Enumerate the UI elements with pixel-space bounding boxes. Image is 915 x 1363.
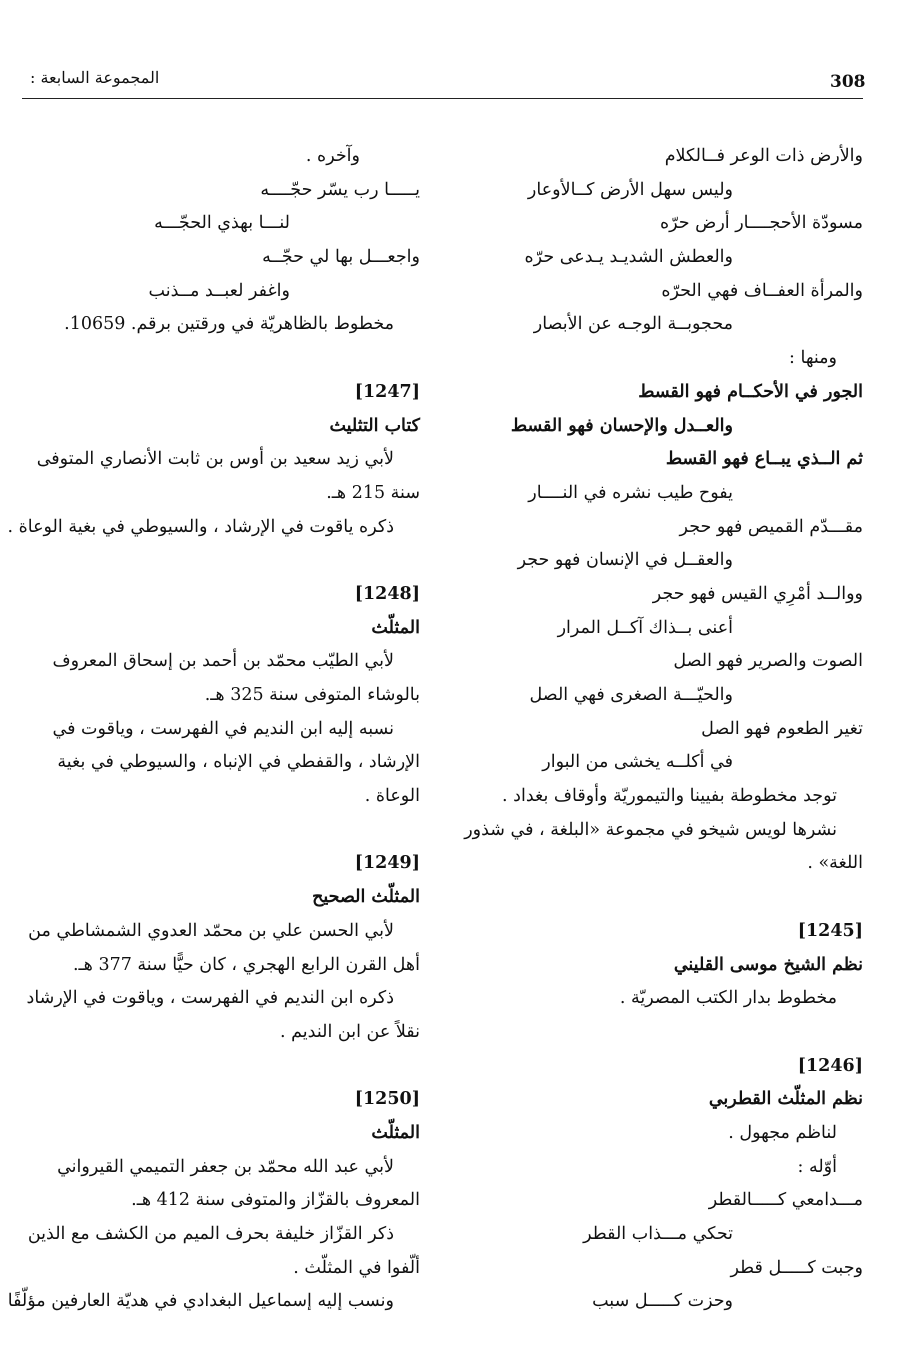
verse-line: يفوح طيب نشره في النــــار xyxy=(528,482,733,503)
entry-title: نظم الشيخ موسى القليني xyxy=(673,954,863,975)
running-title: المجموعة السابعة : xyxy=(30,68,160,87)
text-line: لأبي الطيّب محمّد بن أحمد بن إسحاق المعروف xyxy=(52,651,394,672)
text-line: أوّله : xyxy=(797,1156,837,1177)
verse-line: ووالــد أمْرِي القيس فهو حجر xyxy=(652,583,863,604)
entry-title: المثلّث الصحيح xyxy=(312,887,420,908)
text-line: توجد مخطوطة بفيينا والتيموريّة وأوقاف بغداد . xyxy=(502,786,837,807)
entry-title: المثلّث xyxy=(371,617,420,638)
entry-number: [1246] xyxy=(797,1055,863,1076)
entry-number: [1248] xyxy=(354,583,420,604)
verse-line: والعقــل في الإنسان فهو حجر xyxy=(517,550,733,571)
verse-line: لنـــا بهذي الحجّـــه xyxy=(154,213,290,234)
text-line: ذكر القزّاز خليفة بحرف الميم من الكشف مع الذين xyxy=(27,1224,394,1244)
verse-line: محجوبــة الوجـه عن الأبصار xyxy=(533,314,733,335)
verse-line: والأرض ذات الوعر فــالكلام xyxy=(664,146,863,166)
verse-line: تغير الطعوم فهو الصل xyxy=(701,718,863,739)
verse-line: وحزت كـــــل سبب xyxy=(592,1291,733,1312)
verse-line: الجور في الأحكــام فهو القسط xyxy=(638,381,863,402)
verse-line: أعنى بــذاك آكــل المرار xyxy=(557,617,733,638)
verse-line: تحكي مـــذاب القطر xyxy=(583,1224,733,1244)
text-line: لأبي زيد سعيد بن أوس بن ثابت الأنصاري المتوفى xyxy=(36,449,394,470)
verse-line: وليس سهل الأرض كــالأوعار xyxy=(527,179,733,200)
verse-line: مقـــدّم القميص فهو حجر xyxy=(679,516,863,537)
running-header xyxy=(22,64,866,99)
entry-title: نظم المثلّث القطربي xyxy=(708,1089,863,1110)
verse-line: مـــدامعي كـــــالقطر xyxy=(708,1190,863,1211)
verse-line: واغفر لعبــد مــذنب xyxy=(148,280,290,301)
text-line: المعروف بالقزّاز والمتوفى سنة 412 هـ. xyxy=(131,1190,420,1211)
verse-line: والحيّـــة الصغرى فهي الصل xyxy=(529,685,733,705)
text-line: نسبه إليه ابن النديم في الفهرست ، وياقوت في xyxy=(52,718,394,739)
text-line: لأبي الحسن علي بن محمّد العدوي الشمشاطي من xyxy=(28,920,394,941)
entry-number: [1250] xyxy=(354,1089,420,1110)
text-line: لناظم مجهول . xyxy=(728,1122,837,1143)
verse-line: يـــــا رب يسّر حجّــــه xyxy=(260,179,420,200)
text-line: الإرشاد ، والقفطي في الإنباه ، والسيوطي في بغية xyxy=(57,752,420,773)
left-column xyxy=(7,140,420,1319)
verse-line: وجبت كـــــل قطر xyxy=(730,1257,863,1278)
verse-line: والعــدل والإحسان فهو القسط xyxy=(510,415,733,436)
verse-line: مسودّة الأحجــــار أرض حرّه xyxy=(659,213,863,234)
text-line: مخطوط بدار الكتب المصريّة . xyxy=(619,988,837,1009)
text-line: الوعاة . xyxy=(364,786,420,807)
verse-line: والمرأة العفــاف فهي الحرّه xyxy=(661,280,863,301)
verse-line: في أكلــه يخشى من البوار xyxy=(542,752,733,773)
text-line: ألّفوا في المثلّث . xyxy=(293,1257,420,1278)
text-line: ذكره ياقوت في الإرشاد ، والسيوطي في بغية الوعاة . xyxy=(7,516,394,537)
entry-title: كتاب التثليث xyxy=(329,415,420,436)
verse-line: الصوت والصرير فهو الصل xyxy=(673,651,863,672)
entry-number: [1249] xyxy=(354,853,420,874)
right-column xyxy=(443,140,863,1319)
page-number: 308 xyxy=(830,72,866,92)
text-line: ومنها : xyxy=(789,348,837,369)
text-line: لأبي عبد الله محمّد بن جعفر التميمي القيرواني xyxy=(57,1156,394,1177)
text-line: ونسب إليه إسماعيل البغدادي في هديّة العارفين مؤلّفًا xyxy=(7,1291,394,1312)
text-line: مخطوط بالظاهريّة في ورقتين برقم. 10659. xyxy=(64,314,394,335)
text-line: سنة 215 هـ. xyxy=(326,482,420,503)
text-line: نقلاً عن ابن النديم . xyxy=(280,1021,420,1042)
text-line: ذكره ابن النديم في الفهرست ، وياقوت في الإرشاد xyxy=(26,988,394,1009)
entry-number: [1247] xyxy=(354,381,420,402)
text-line: أهل القرن الرابع الهجري ، كان حيًّا سنة 377 هـ. xyxy=(72,954,420,975)
verse-line: والعطش الشديـد يـدعى حرّه xyxy=(524,247,733,268)
verse-line: واجعـــل بها لي حجّــه xyxy=(262,247,420,268)
verse-line: ثم الــذي يبــاع فهو القسط xyxy=(665,449,863,470)
text-line: بالوشاء المتوفى سنة 325 هـ. xyxy=(204,685,420,705)
entry-number: [1245] xyxy=(797,920,863,941)
text-line: اللغة» . xyxy=(807,853,863,874)
text-line: وآخره . xyxy=(305,146,360,166)
entry-title: المثلّث xyxy=(371,1122,420,1143)
text-line: نشرها لويس شيخو في مجموعة «البلغة ، في شذور xyxy=(464,819,837,840)
